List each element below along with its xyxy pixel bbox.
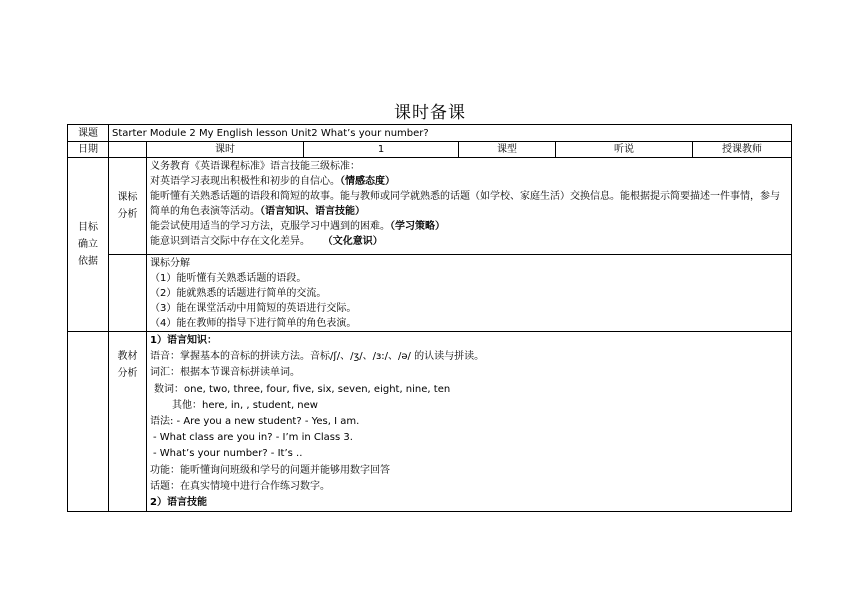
breakdown-label-empty	[109, 255, 147, 332]
textbook-row	[68, 332, 792, 512]
tag-knowledge-skills: （语言知识、语言技能）	[260, 206, 365, 217]
basis-label: 目标 确立 依据	[68, 158, 109, 332]
period-value: 1	[304, 142, 459, 158]
standard-row	[68, 158, 792, 255]
date-value	[109, 142, 147, 158]
breakdown-row	[68, 255, 792, 332]
teacher-label: 授课教师	[693, 142, 792, 158]
tag-culture: （文化意识）	[322, 236, 383, 247]
tag-emotion: （情感态度）	[340, 176, 395, 187]
page-title: 课时备课	[394, 103, 466, 123]
textbook-label: 教材 分析	[109, 332, 147, 512]
info-row	[68, 142, 792, 158]
textbook-content: 1）语言知识： 语音：掌握基本的音标的拼读方法。音标/ʃ/、/ʒ/、/ɜ:/、/ə/ 的认读与拼读。 词汇：根据本节课音标拼读单词。 数词：one, two, three, four, five, six, seven, eight, nine, ten 其他：here, in, , student, new 语法: - Are you a new student? - Yes, I am. - What class are you in? - I’m in Class 3. - What’s your number? - It’s .. 功能：能听懂询问班级和学号的问题并能够用数字回答 话题：在真实情境中进行合作练习数字。 2）语言技能	[147, 332, 792, 512]
standard-content: 义务教育《英语课程标准》语言技能三级标准： 对英语学习表现出积极性和初步的自信心。（情感态度） 能听懂有关熟悉话题的语段和简短的故事。能与教师或同学就熟悉的话题（如学校、家庭生活）交换信息。能根据提示简要描述一件事情，参与简单的角色表演等活动。（语言知识、语言技能） 能尝试使用适当的学习方法，克服学习中遇到的困难。（学习策略） 能意识到语言交际中存在文化差异。 （文化意识）	[147, 158, 792, 255]
topic-row	[68, 125, 792, 142]
type-label: 课型	[459, 142, 556, 158]
standard-label: 课标 分析	[109, 158, 147, 255]
lesson-plan-table	[67, 124, 792, 512]
date-label: 日期	[68, 142, 109, 158]
topic-label: 课题	[68, 125, 109, 142]
type-value: 听说	[556, 142, 693, 158]
topic-value: Starter Module 2 My English lesson Unit2 What’s your number?	[109, 125, 792, 142]
period-label: 课时	[147, 142, 304, 158]
textbook-empty	[68, 332, 109, 512]
tag-strategy: （学习策略）	[390, 221, 445, 232]
breakdown-content: 课标分解 （1）能听懂有关熟悉话题的语段。 （2）能就熟悉的话题进行简单的交流。 （3）能在课堂活动中用简短的英语进行交际。 （4）能在教师的指导下进行简单的角色表演。	[147, 255, 792, 332]
